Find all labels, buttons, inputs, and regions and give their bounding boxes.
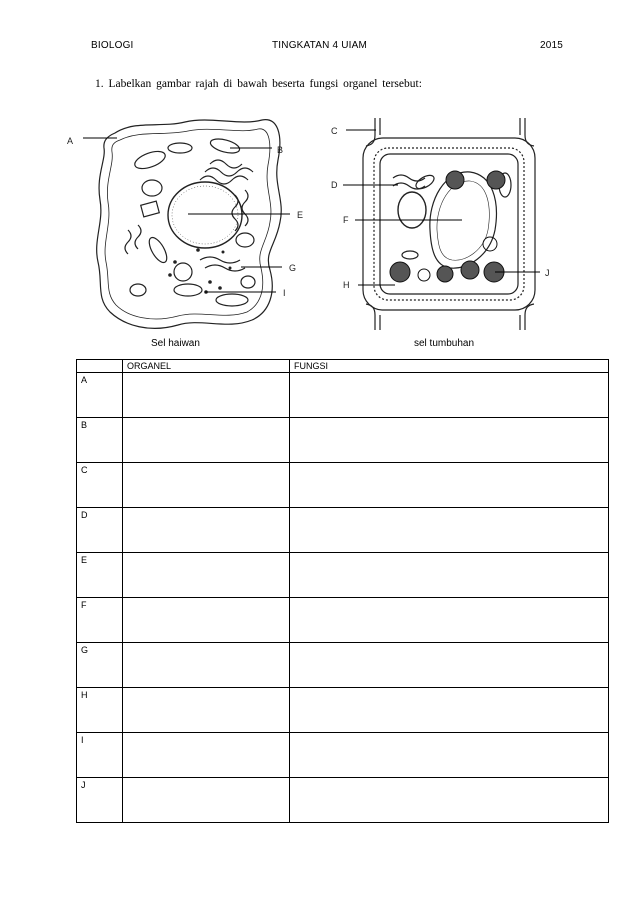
row-label: J <box>77 778 123 823</box>
organel-answer-cell[interactable] <box>123 778 290 823</box>
fungsi-answer-cell[interactable] <box>290 373 609 418</box>
header-cell-label <box>77 360 123 373</box>
caption-plant-cell: sel tumbuhan <box>414 338 475 349</box>
row-label: D <box>77 508 123 553</box>
label-h: H <box>343 280 350 290</box>
header-subject: BIOLOGI <box>91 40 134 51</box>
fungsi-answer-cell[interactable] <box>290 553 609 598</box>
row-label: F <box>77 598 123 643</box>
organelle-table <box>76 359 609 823</box>
label-c: C <box>331 126 338 136</box>
table-row <box>77 733 609 778</box>
organel-answer-cell[interactable] <box>123 508 290 553</box>
organel-answer-cell[interactable] <box>123 733 290 778</box>
label-e: E <box>297 210 304 220</box>
organel-answer-cell[interactable] <box>123 553 290 598</box>
label-a: A <box>67 136 74 146</box>
table-row <box>77 643 609 688</box>
fungsi-answer-cell[interactable] <box>290 643 609 688</box>
label-d: D <box>331 180 338 190</box>
label-j: J <box>545 268 550 278</box>
fungsi-answer-cell[interactable] <box>290 418 609 463</box>
organel-answer-cell[interactable] <box>123 373 290 418</box>
table-row <box>77 688 609 733</box>
label-g: G <box>289 263 297 273</box>
organel-answer-cell[interactable] <box>123 598 290 643</box>
table-header-row <box>77 360 609 373</box>
header-cell-fungsi: FUNGSI <box>290 360 609 373</box>
label-f: F <box>343 215 349 225</box>
fungsi-answer-cell[interactable] <box>290 778 609 823</box>
table-row <box>77 598 609 643</box>
header-year: 2015 <box>540 40 564 51</box>
fungsi-answer-cell[interactable] <box>290 463 609 508</box>
table-row <box>77 373 609 418</box>
fungsi-answer-cell[interactable] <box>290 733 609 778</box>
caption-animal-cell: Sel haiwan <box>151 338 200 349</box>
organel-answer-cell[interactable] <box>123 463 290 508</box>
row-label: H <box>77 688 123 733</box>
plant-cell-drawing <box>363 118 535 330</box>
table-row <box>77 418 609 463</box>
header-class: TINGKATAN 4 UIAM <box>272 40 368 51</box>
fungsi-answer-cell[interactable] <box>290 508 609 553</box>
row-label: I <box>77 733 123 778</box>
row-label: E <box>77 553 123 598</box>
organel-answer-cell[interactable] <box>123 643 290 688</box>
organel-answer-cell[interactable] <box>123 418 290 463</box>
label-b: B <box>277 145 284 155</box>
row-label: G <box>77 643 123 688</box>
table-row <box>77 778 609 823</box>
row-label: B <box>77 418 123 463</box>
row-label: C <box>77 463 123 508</box>
fungsi-answer-cell[interactable] <box>290 688 609 733</box>
label-i: I <box>283 288 286 298</box>
table-row <box>77 463 609 508</box>
organel-answer-cell[interactable] <box>123 688 290 733</box>
cell-diagrams <box>0 0 638 340</box>
table-row <box>77 553 609 598</box>
header-cell-organel: ORGANEL <box>123 360 290 373</box>
question-text: 1. Labelkan gambar rajah di bawah beserta fungsi organel tersebut: <box>95 78 422 90</box>
row-label: A <box>77 373 123 418</box>
fungsi-answer-cell[interactable] <box>290 598 609 643</box>
animal-cell-drawing <box>97 120 282 329</box>
table-row <box>77 508 609 553</box>
